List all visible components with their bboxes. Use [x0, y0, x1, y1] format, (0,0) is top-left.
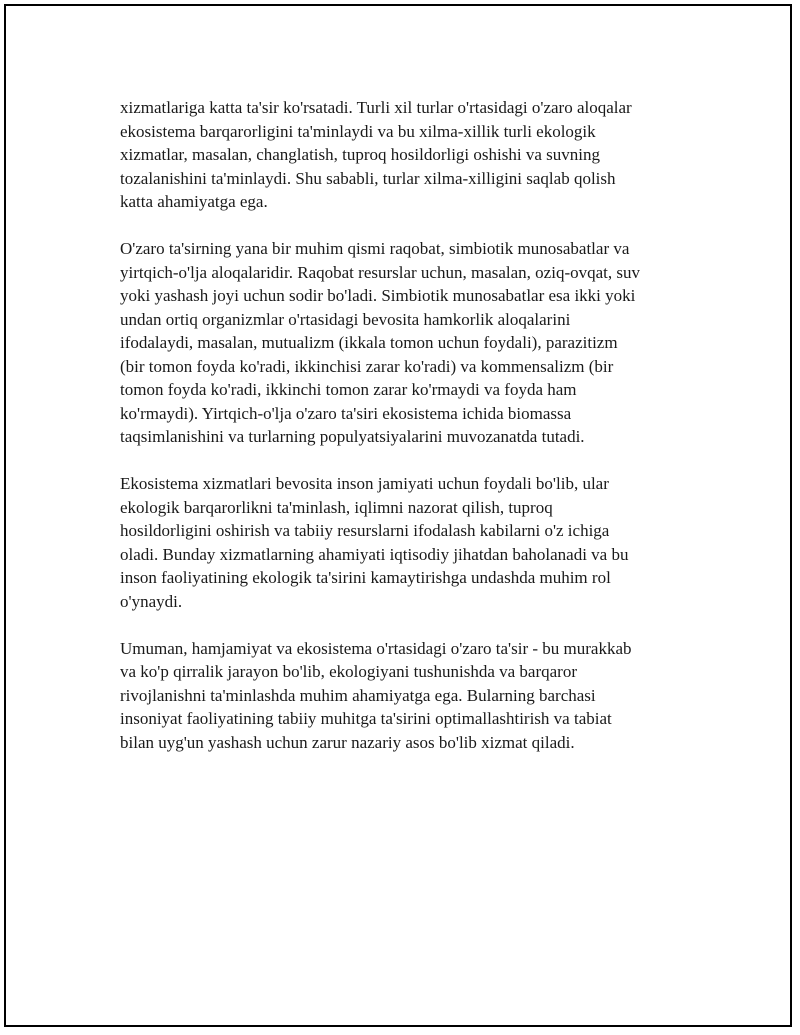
text-line: taqsimlanishini va turlarning populyatsiyalarini muvozanatda tutadi. [120, 427, 585, 446]
text-line: oladi. Bunday xizmatlarning ahamiyati iqtisodiy jihatdan baholanadi va bu [120, 544, 629, 564]
text-line: ekologik barqarorlikni ta'minlash, iqlimni nazorat qilish, tuproq [120, 497, 553, 517]
text-line: yirtqich-o'lja aloqalaridir. Raqobat resurslar uchun, masalan, oziq-ovqat, suv [120, 262, 640, 282]
document-page [4, 4, 792, 1027]
text-line: Ekosistema xizmatlari bevosita inson jamiyati uchun foydali bo'lib, ular [120, 474, 609, 493]
text-line: yoki yashash joyi uchun sodir bo'ladi. Simbiotik munosabatlar esa ikki yoki [120, 286, 636, 305]
text-line: tomon foyda ko'radi, ikkinchi tomon zarar ko'rmaydi va foyda ham [120, 380, 577, 399]
paragraph-4 [120, 637, 680, 755]
text-line: katta ahamiyatga ega. [120, 192, 268, 211]
text-line: undan ortiq organizmlar o'rtasidagi bevosita hamkorlik aloqalarini [120, 309, 571, 329]
text-line: tozalanishini ta'minlaydi. Shu sababli, turlar xilma-xilligini saqlab qolish [120, 168, 616, 188]
text-line: ifodalaydi, masalan, mutualizm (ikkala tomon uchun foydali), parazitizm [120, 333, 618, 352]
text-line: bilan uyg'un yashash uchun zarur nazariy asos bo'lib xizmat qiladi. [120, 732, 575, 752]
text-line: Umuman, hamjamiyat va ekosistema o'rtasidagi o'zaro ta'sir - bu murakkab [120, 638, 632, 658]
text-line: O'zaro ta'sirning yana bir muhim qismi raqobat, simbiotik munosabatlar va [120, 239, 630, 258]
text-line: o'ynaydi. [120, 591, 183, 611]
paragraph-3 [120, 472, 680, 613]
text-line: insoniyat faoliyatining tabiiy muhitga ta'sirini optimallashtirish va tabiat [120, 709, 612, 728]
text-line: va ko'p qirralik jarayon bo'lib, ekologiyani tushunishda va barqaror [120, 662, 577, 681]
paragraph-2 [120, 237, 680, 449]
text-line: inson faoliyatining ekologik ta'sirini kamaytirishga undashda muhim rol [120, 568, 611, 587]
paragraph-1 [120, 96, 680, 214]
text-line: (bir tomon foyda ko'radi, ikkinchisi zarar ko'radi) va kommensalizm (bir [120, 356, 614, 376]
text-line: ekosistema barqarorligini ta'minlaydi va bu xilma-xillik turli ekologik [120, 121, 596, 141]
text-line: hosildorligini oshirish va tabiiy resurslarni ifodalash kabilarni o'z ichiga [120, 521, 610, 540]
text-line: xizmatlar, masalan, changlatish, tuproq hosildorligi oshishi va suvning [120, 145, 600, 164]
text-line: rivojlanishni ta'minlashda muhim ahamiyatga ega. Bularning barchasi [120, 685, 596, 705]
document-body [120, 96, 680, 778]
text-line: xizmatlariga katta ta'sir ko'rsatadi. Turli xil turlar o'rtasidagi o'zaro aloqalar [120, 98, 632, 117]
text-line: ko'rmaydi). Yirtqich-o'lja o'zaro ta'siri ekosistema ichida biomassa [120, 403, 572, 423]
